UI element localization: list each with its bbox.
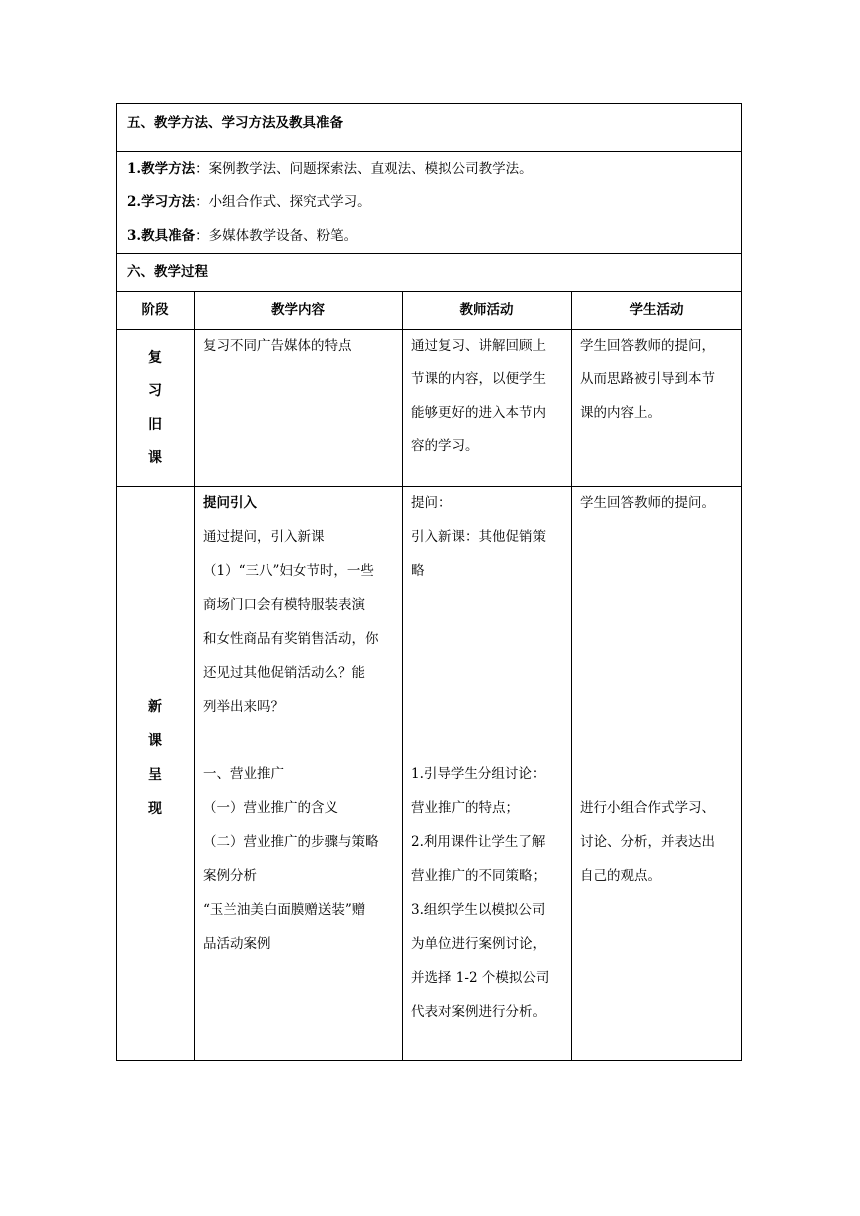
stage-char: 新 xyxy=(148,699,162,715)
new-teacher-line: 3.组织学生以模拟公司 xyxy=(411,902,546,918)
stage-char: 现 xyxy=(148,801,162,817)
method-label: 1.教学方法 xyxy=(127,161,196,177)
new-content-line: 品活动案例 xyxy=(203,936,271,952)
new-content-line: 一、营业推广 xyxy=(203,766,284,782)
review-content: 复习不同广告媒体的特点 xyxy=(203,338,352,354)
review-teacher-line: 节课的内容，以便学生 xyxy=(411,371,546,387)
stage-char: 旧 xyxy=(148,417,162,433)
new-content-line: “玉兰油美白面膜赠送装”赠 xyxy=(203,902,366,918)
new-content-line: 列举出来吗？ xyxy=(203,699,284,715)
new-content-line: （1）“三八”妇女节时，一些 xyxy=(203,563,374,579)
header-content: 教学内容 xyxy=(271,302,325,318)
new-teacher-line: 引入新课：其他促销策 xyxy=(411,529,546,545)
new-student-line: 自己的观点。 xyxy=(580,868,661,884)
row-divider xyxy=(116,486,742,487)
header-student: 学生活动 xyxy=(629,302,684,318)
review-student-line: 学生回答教师的提问， xyxy=(580,338,715,354)
stage-char: 复 xyxy=(148,350,162,366)
method-text: ：小组合作式、探究式学习。 xyxy=(195,194,371,210)
method-label: 2.学习方法 xyxy=(127,194,196,210)
row-divider xyxy=(116,253,742,254)
row-divider xyxy=(116,291,742,292)
new-content-line: 还见过其他促销活动么？能 xyxy=(203,665,365,681)
new-student-line: 讨论、分析，并表达出 xyxy=(580,834,715,850)
method-item xyxy=(127,230,357,244)
new-content-heading: 提问引入 xyxy=(203,495,257,511)
method-text: ：案例教学法、问题探索法、直观法、模拟公司教学法。 xyxy=(195,161,533,177)
new-content-line: 通过提问，引入新课 xyxy=(203,529,325,545)
method-item xyxy=(127,163,533,177)
new-teacher-line: 1.引导学生分组讨论： xyxy=(411,766,546,782)
method-label: 3.教具准备 xyxy=(127,228,196,244)
review-teacher-line: 通过复习、讲解回顾上 xyxy=(411,338,546,354)
new-teacher-line: 代表对案例进行分析。 xyxy=(411,1004,546,1020)
new-teacher-line: 营业推广的不同策略； xyxy=(411,868,546,884)
new-teacher-line: 为单位进行案例讨论， xyxy=(411,936,546,952)
column-divider xyxy=(402,291,403,1061)
stage-char: 呈 xyxy=(148,767,162,783)
review-student-line: 从而思路被引导到本节 xyxy=(580,371,715,387)
new-content-line: 和女性商品有奖销售活动，你 xyxy=(203,631,379,647)
method-text: ：多媒体教学设备、粉笔。 xyxy=(195,228,358,244)
review-teacher-line: 能够更好的进入本节内 xyxy=(411,405,546,421)
new-content-line: （二）营业推广的步骤与策略 xyxy=(203,834,379,850)
new-student-line: 学生回答教师的提问。 xyxy=(580,495,715,511)
stage-char: 课 xyxy=(148,733,162,749)
new-teacher-line: 提问： xyxy=(411,495,452,511)
stage-char: 习 xyxy=(148,383,162,399)
header-stage: 阶段 xyxy=(141,302,169,318)
new-student-line: 进行小组合作式学习、 xyxy=(580,800,715,816)
new-teacher-line: 略 xyxy=(411,563,425,579)
column-divider xyxy=(194,291,195,1061)
new-teacher-line: 2.利用课件让学生了解 xyxy=(411,834,546,850)
header-teacher: 教师活动 xyxy=(459,302,514,318)
stage-char: 课 xyxy=(148,450,162,466)
review-teacher-line: 容的学习。 xyxy=(411,438,479,454)
new-content-line: 商场门口会有模特服装表演 xyxy=(203,597,365,613)
section5-title: 五、教学方法、学习方法及教具准备 xyxy=(127,115,343,131)
new-content-line: 案例分析 xyxy=(203,868,257,884)
new-content-line: （一）营业推广的含义 xyxy=(203,800,338,816)
column-divider xyxy=(571,291,572,1061)
new-teacher-line: 营业推广的特点； xyxy=(411,800,519,816)
method-item xyxy=(127,196,371,210)
row-divider xyxy=(116,151,742,152)
row-divider xyxy=(116,329,742,330)
new-teacher-line: 并选择 1-2 个模拟公司 xyxy=(411,970,550,986)
section6-title: 六、教学过程 xyxy=(127,264,208,280)
review-student-line: 课的内容上。 xyxy=(580,405,661,421)
